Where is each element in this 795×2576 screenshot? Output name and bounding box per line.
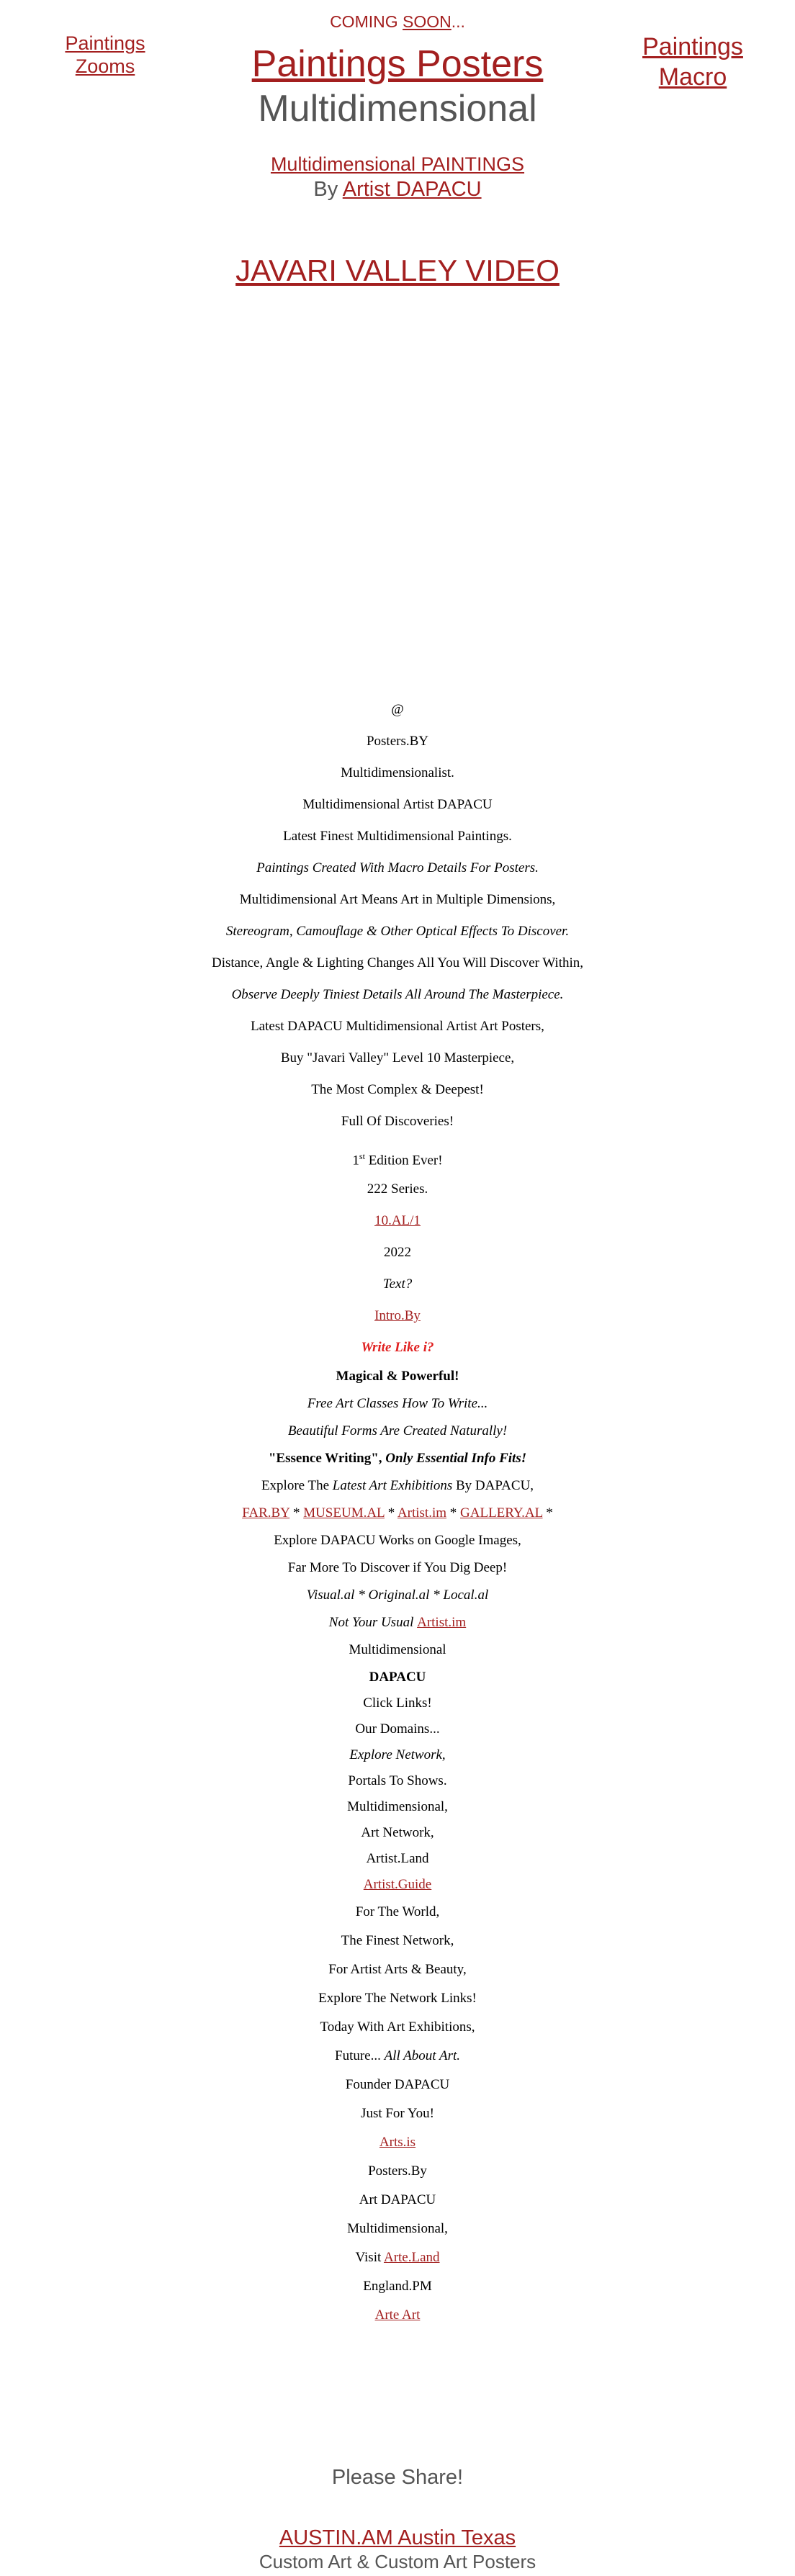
domain-links-row bbox=[0, 1505, 795, 1522]
text-line: Our Domains... bbox=[355, 1721, 440, 1737]
edition-number: 1 bbox=[352, 1153, 359, 1168]
edition-suffix: st bbox=[359, 1151, 365, 1161]
multidimensional-paintings-link[interactable]: Multidimensional PAINTINGS bbox=[270, 153, 525, 175]
austin-link[interactable]: AUSTIN.AM Austin Texas bbox=[279, 2526, 516, 2549]
future-italic: All About Art. bbox=[384, 2048, 460, 2063]
text-line: Latest Finest Multidimensional Paintings. bbox=[283, 829, 512, 844]
artist-im-link-2[interactable]: Artist.im bbox=[417, 1615, 467, 1630]
series-line: 222 Series. bbox=[367, 1181, 428, 1197]
text-line: Posters.By bbox=[368, 2163, 427, 2179]
text-line: Just For You! bbox=[361, 2106, 434, 2121]
text-line: Paintings Created With Macro Details For Posters. bbox=[256, 860, 539, 875]
explore-italic: Latest Art Exhibitions bbox=[332, 1478, 453, 1493]
future-line bbox=[0, 2048, 795, 2065]
not-usual-line bbox=[0, 1614, 795, 1631]
text-line: Observe Deeply Tiniest Details All Around The Masterpiece. bbox=[231, 987, 564, 1002]
please-share: Please Share! bbox=[331, 2466, 464, 2489]
artist-dapacu-link[interactable]: Artist DAPACU bbox=[342, 178, 482, 201]
link-row bbox=[0, 2307, 795, 2324]
text-line: The Finest Network, bbox=[341, 1933, 454, 1948]
text-line: Explore Network, bbox=[349, 1747, 446, 1762]
link-row bbox=[0, 1876, 795, 1893]
text-line: Multidimensional, bbox=[347, 1799, 448, 1814]
essence-line bbox=[0, 1450, 795, 1467]
paintings-link-row bbox=[0, 153, 795, 176]
page-title-link[interactable]: Paintings Posters bbox=[251, 43, 544, 85]
text-line: Full Of Discoveries! bbox=[341, 1114, 454, 1129]
text-line: Explore The Network Links! bbox=[318, 1991, 477, 2006]
beautiful-line: Beautiful Forms Are Created Naturally! bbox=[287, 1423, 508, 1438]
text-line: Multidimensional Artist DAPACU bbox=[302, 797, 493, 812]
link-row bbox=[0, 1212, 795, 1230]
future-prefix: Future... bbox=[335, 2048, 385, 2063]
gallery-al-link[interactable]: GALLERY.AL bbox=[460, 1505, 543, 1521]
text-line: Visual.al * Original.al * Local.al bbox=[306, 1588, 489, 1603]
explore-prefix: Explore The bbox=[261, 1478, 333, 1493]
austin-row bbox=[0, 2526, 795, 2550]
paintings-zooms-line2: Zooms bbox=[75, 55, 135, 77]
text-line: Buy "Javari Valley" Level 10 Masterpiece, bbox=[280, 1050, 515, 1066]
write-like-heading: Write Like i? bbox=[361, 1340, 434, 1355]
text-line: Multidimensionalist. bbox=[341, 765, 454, 780]
edition-rest: Edition Ever! bbox=[364, 1153, 443, 1168]
text-line: Multidimensional, bbox=[347, 2221, 448, 2236]
coming-dots: ... bbox=[451, 12, 465, 31]
intro-by-link[interactable]: Intro.By bbox=[374, 1308, 421, 1323]
text-line: Latest DAPACU Multidimensional Artist Art Posters, bbox=[251, 1019, 544, 1034]
paintings-macro-line2: Macro bbox=[658, 63, 727, 91]
text-line: Stereogram, Camouflage & Other Optical Effects To Discover. bbox=[225, 924, 570, 939]
separator: * bbox=[289, 1505, 304, 1521]
javari-valley-video-link[interactable]: JAVARI VALLEY VIDEO bbox=[235, 253, 560, 287]
video-title bbox=[0, 252, 795, 289]
not-usual-label: Not Your Usual bbox=[328, 1615, 418, 1630]
text-line: For The World, bbox=[355, 1904, 440, 1919]
arts-is-link[interactable]: Arts.is bbox=[379, 2135, 416, 2150]
free-art-line: Free Art Classes How To Write... bbox=[307, 1396, 488, 1411]
arte-land-link[interactable]: Arte.Land bbox=[383, 2250, 440, 2265]
coming-soon-banner bbox=[0, 12, 795, 32]
text-line: Distance, Angle & Lighting Changes All You Will Discover Within, bbox=[211, 955, 584, 970]
essence-bold: "Essence Writing", bbox=[268, 1451, 386, 1466]
artist-byline bbox=[0, 177, 795, 202]
text-question: Text? bbox=[382, 1276, 413, 1292]
soon-link[interactable]: SOON bbox=[403, 12, 452, 31]
far-by-link[interactable]: FAR.BY bbox=[242, 1505, 290, 1521]
text-line: Click Links! bbox=[363, 1695, 432, 1711]
separator: * bbox=[446, 1505, 461, 1521]
text-line: England.PM bbox=[363, 2279, 432, 2294]
link-row bbox=[0, 2134, 795, 2151]
video-embed-area[interactable] bbox=[173, 302, 622, 677]
text-line: Artist.Land bbox=[366, 1851, 429, 1866]
text-line: Today With Art Exhibitions, bbox=[320, 2019, 475, 2035]
page-subtitle: Multidimensional bbox=[258, 88, 537, 130]
by-label: By bbox=[313, 178, 343, 201]
text-line: Multidimensional bbox=[349, 1642, 446, 1657]
text-line: Art DAPACU bbox=[359, 2192, 436, 2207]
text-line: The Most Complex & Deepest! bbox=[311, 1082, 484, 1097]
coming-label: COMING bbox=[330, 12, 403, 31]
edition-line bbox=[0, 1148, 795, 1169]
separator: * bbox=[542, 1505, 553, 1521]
arte-art-link[interactable]: Arte Art bbox=[374, 2307, 421, 2323]
visit-line bbox=[0, 2249, 795, 2266]
essence-bold-italic: Only Essential Info Fits! bbox=[385, 1451, 527, 1466]
museum-al-link[interactable]: MUSEUM.AL bbox=[303, 1505, 385, 1521]
artist-im-link[interactable]: Artist.im bbox=[397, 1505, 447, 1521]
at-symbol: @ bbox=[391, 702, 404, 717]
text-line: For Artist Arts & Beauty, bbox=[328, 1962, 467, 1977]
page-title bbox=[0, 42, 795, 86]
paintings-macro-line1: Paintings bbox=[642, 33, 743, 60]
dapacu-heading: DAPACU bbox=[369, 1670, 426, 1685]
custom-art-line: Custom Art & Custom Art Posters bbox=[259, 2551, 536, 2572]
link-row bbox=[0, 1307, 795, 1325]
explore-suffix: By DAPACU, bbox=[452, 1478, 534, 1493]
10al-link[interactable]: 10.AL/1 bbox=[374, 1213, 421, 1228]
text-line: Portals To Shows. bbox=[348, 1773, 447, 1788]
text-line: Far More To Discover if You Dig Deep! bbox=[287, 1560, 508, 1575]
visit-label: Visit bbox=[355, 2250, 384, 2265]
text-line: Multidimensional Art Means Art in Multiple Dimensions, bbox=[239, 892, 556, 907]
artist-guide-link[interactable]: Artist.Guide bbox=[363, 1877, 432, 1892]
explore-exhibitions-line bbox=[0, 1477, 795, 1495]
text-line: Founder DAPACU bbox=[345, 2077, 450, 2092]
magical-line: Magical & Powerful! bbox=[336, 1369, 459, 1384]
year-line: 2022 bbox=[384, 1245, 411, 1260]
paintings-zooms-line1: Paintings bbox=[65, 32, 145, 54]
posters-by: Posters.BY bbox=[366, 734, 429, 749]
separator: * bbox=[384, 1505, 398, 1521]
text-line: Explore DAPACU Works on Google Images, bbox=[274, 1533, 521, 1548]
text-line: Art Network, bbox=[361, 1825, 434, 1840]
